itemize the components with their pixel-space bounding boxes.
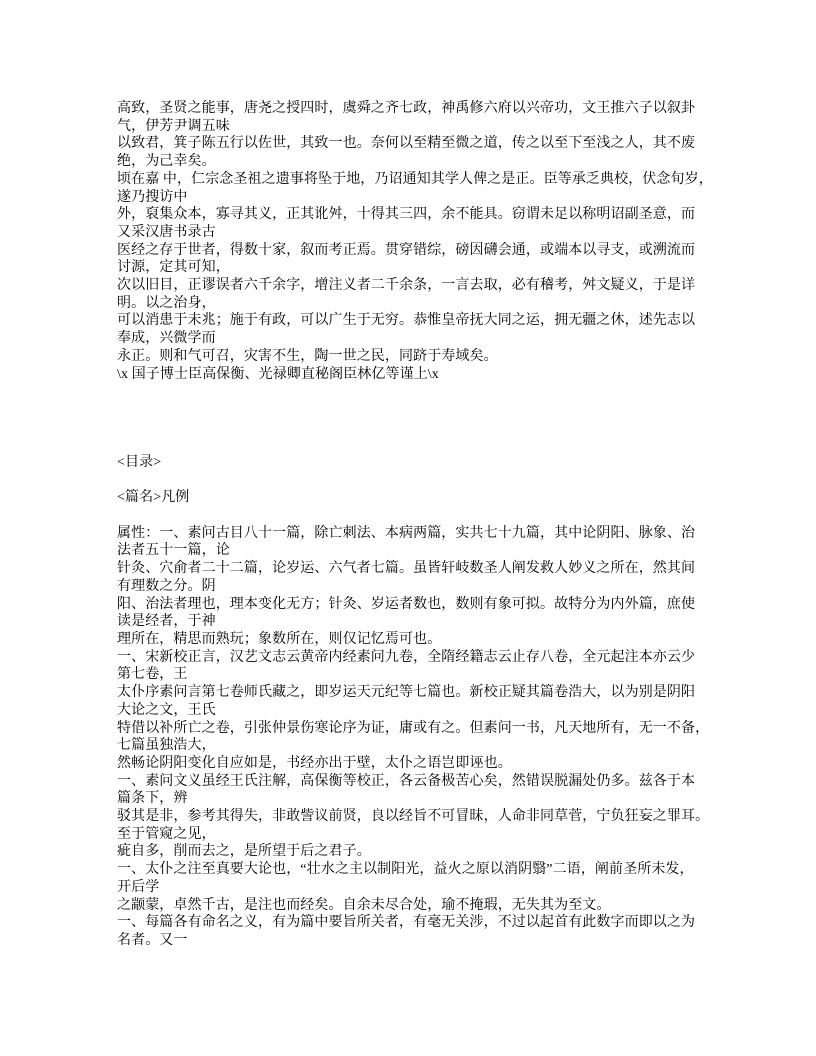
text-line: 气，伊芳尹调五味 bbox=[117, 118, 230, 134]
text-line: 有理数之分。阴 bbox=[117, 578, 216, 594]
text-line: 特借以补所亡之卷，引张仲景伤寒论序为证，庸或有之。但素问一书，凡天地所有，无一不备， bbox=[117, 720, 710, 736]
text-line: <目录> bbox=[117, 455, 162, 470]
text-line: 篇条下，辨 bbox=[117, 791, 188, 807]
text-line: 名者。又一 bbox=[117, 932, 188, 948]
text-line: 次以旧目，正谬误者六千余字，增注义者二千余条，一言去取，必有稽考，舛文疑义，于是详 bbox=[117, 278, 696, 294]
text-line: 之颛蒙，卓然千古，是注也而经矣。自余未尽合处，瑜不掩瑕，无失其为至文。 bbox=[117, 897, 611, 913]
text-line bbox=[117, 472, 717, 490]
text-line: 高致，圣贤之能事，唐尧之授四时，虞舜之齐七政，神禹修六府以兴帝功，文王推六子以叙卦 bbox=[117, 101, 696, 116]
text-line: 顷在嘉 中，仁宗念圣祖之遗事将坠于地，乃诏通知其学人俾之是正。臣等承乏典校，伏念旬岁， bbox=[117, 171, 713, 187]
text-line bbox=[117, 401, 717, 419]
text-line: 讨源，定其可知， bbox=[117, 260, 230, 276]
text-line: 法者五十一篇，论 bbox=[117, 543, 230, 559]
text-line: 可以消患于未兆；施于有政，可以广生于无穷。恭惟皇帝抚大同之运，拥无疆之休，述先志以 bbox=[117, 313, 696, 329]
text-line: 大论之文，王氏 bbox=[117, 702, 216, 718]
text-line: 奉成，兴微学而 bbox=[117, 331, 216, 347]
text-line: 驳其是非，参考其得失，非敢訾议前贤，良以经旨不可冒昧，人命非同草菅，宁负狂妄之罪耳。 bbox=[117, 809, 710, 825]
text-line: 绝，为己幸矣。 bbox=[117, 154, 216, 170]
text-line bbox=[117, 436, 717, 454]
text-line: 永正。则和气可召，灾害不生，陶一世之民，同跻于寿域矣。 bbox=[117, 348, 498, 364]
text-line: 医经之存于世者，得数十家，叙而考正焉。贯穿错综，磅因礴会通，或端本以寻支，或溯流而 bbox=[117, 242, 696, 258]
text-line: 读是经者，于神 bbox=[117, 614, 216, 630]
text-line: 七篇虽独浩大， bbox=[117, 738, 216, 754]
text-line: 针灸、穴俞者二十二篇，论岁运、六气者七篇。虽皆轩岐数圣人阐发救人妙义之所在，然其间 bbox=[117, 561, 696, 577]
text-line: 又采汉唐书录古 bbox=[117, 224, 216, 240]
text-line: 阳、治法者理也，理本变化无方；针灸、岁运者数也，数则有象可拟。故特分为内外篇，庶使 bbox=[117, 596, 696, 612]
document-text-block bbox=[117, 100, 717, 950]
text-line: <篇名>凡例 bbox=[117, 490, 190, 506]
text-line bbox=[117, 507, 717, 525]
text-line: 遂乃搜访中 bbox=[117, 189, 188, 205]
text-line: 然畅论阴阳变化自应如是，书经亦出于壁，太仆之语岂即诬也。 bbox=[117, 755, 512, 771]
text-line bbox=[117, 419, 717, 437]
text-line: 理所在，精思而熟玩；象数所在，则仅记忆焉可也。 bbox=[117, 632, 442, 647]
text-line: 一、素问文义虽经王氏注解，高保衡等校正，各云备极苦心矣，然错误脱漏处仍多。兹各于本 bbox=[117, 773, 696, 789]
text-line: 疵自多，削而去之，是所望于后之君子。 bbox=[117, 844, 371, 860]
text-line: 开后学 bbox=[117, 879, 160, 895]
text-line: 以致君，箕子陈五行以佐世，其致一也。奈何以至精至微之道，传之以至下至浅之人，其不废 bbox=[117, 136, 696, 152]
text-line: 太仆序素问言第七卷师氏藏之，即岁运天元纪等七篇也。新校正疑其篇卷浩大，以为别是阴阳 bbox=[117, 685, 696, 701]
text-line: 一、每篇各有命名之义，有为篇中要旨所关者，有毫无关涉，不过以起首有此数字而即以之为 bbox=[117, 915, 696, 931]
text-line: \x 国子博士臣高保衡、光禄卿直秘阁臣林亿等谨上\x bbox=[117, 366, 439, 382]
text-line: 第七卷，王 bbox=[117, 667, 188, 683]
text-line: 一、太仆之注至真要大论也，“壮水之主以制阳光，益火之原以消阴翳”二语，阐前圣所未发， bbox=[117, 862, 694, 878]
text-line: 一、宋新校正言，汉艺文志云黄帝内经素问九卷，全隋经籍志云止存八卷，全元起注本亦云少 bbox=[117, 649, 696, 665]
text-line bbox=[117, 383, 717, 401]
text-line: 明。以之治身， bbox=[117, 295, 216, 311]
text-line: 至于管窥之见， bbox=[117, 826, 216, 842]
text-line: 属性：一、素问古目八十一篇，除亡刺法、本病两篇，实共七十九篇，其中论阴阳、脉象、治 bbox=[117, 525, 696, 541]
text-line: 外，裒集众本，寡寻其义，正其讹舛，十得其三四，余不能具。窃谓未足以称明诏副圣意，而 bbox=[117, 207, 696, 223]
